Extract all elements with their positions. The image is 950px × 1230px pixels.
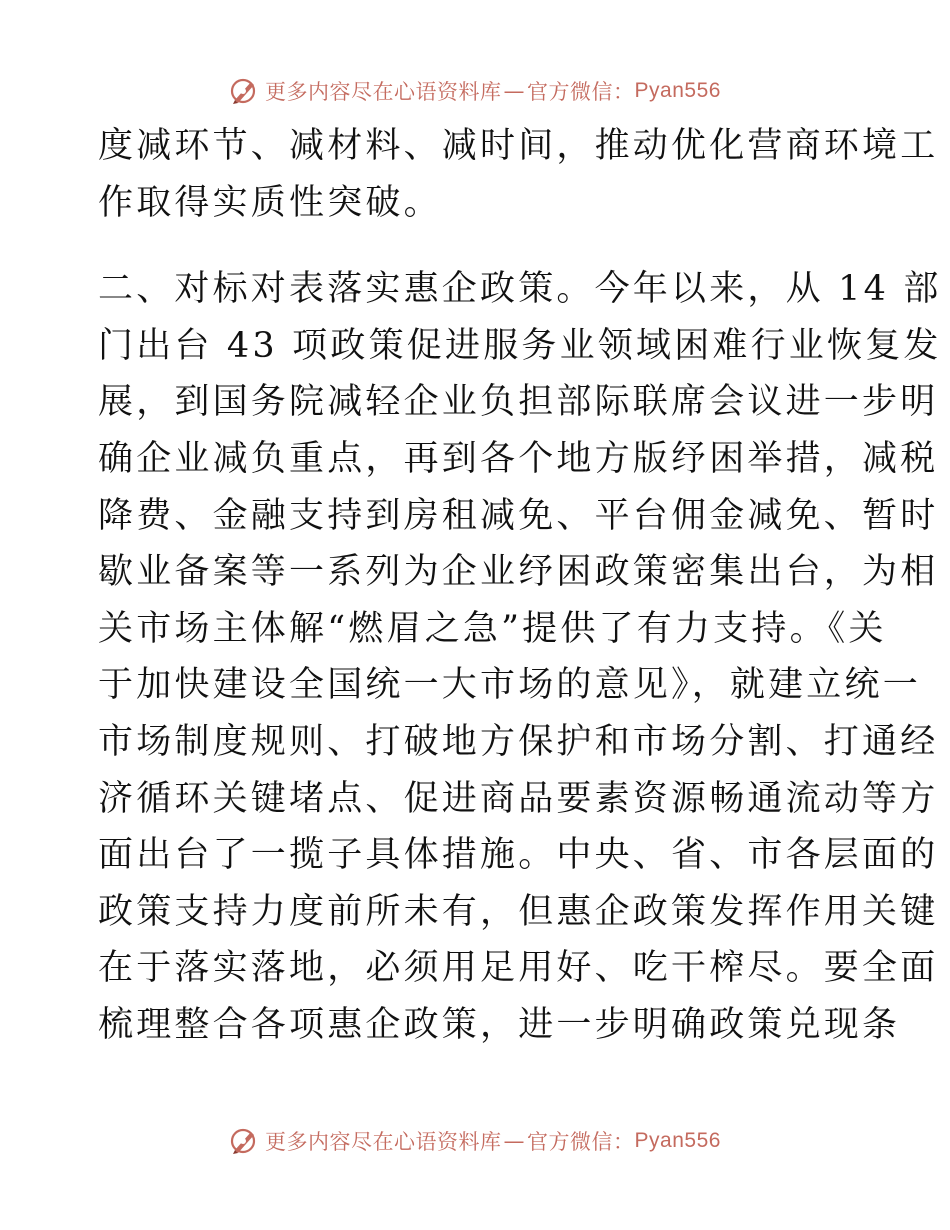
text-line: 政策支持力度前所未有，但惠企政策发挥作用关键 xyxy=(98,891,939,932)
watermark-text: 更多内容尽在心语资料库 xyxy=(265,80,502,104)
paragraph xyxy=(98,118,939,231)
watermark-id: Pyan556 xyxy=(634,1129,721,1152)
watermark-label: 官方微信： xyxy=(527,1130,635,1154)
watermark-text: 更多内容尽在心语资料库 xyxy=(265,1130,502,1154)
text-line: 作取得实质性突破。 xyxy=(98,182,442,223)
watermark-id: Pyan556 xyxy=(634,79,721,102)
text-line: 确企业减负重点，再到各个地方版纾困举措，减税 xyxy=(98,438,939,479)
watermark-dash: — xyxy=(503,1129,526,1153)
pen-logo-icon xyxy=(229,1126,259,1156)
text-line: 于加快建设全国统一大市场的意见》，就建立统一 xyxy=(98,665,921,706)
text-line: 面出台了一揽子具体措施。中央、省、市各层面的 xyxy=(98,835,939,876)
text-line: 济循环关键堵点、促进商品要素资源畅通流动等方 xyxy=(98,778,939,819)
text-line: 市场制度规则、打破地方保护和市场分割、打通经 xyxy=(98,721,939,762)
footer-watermark xyxy=(0,1124,950,1158)
text-line: 关市场主体解“燃眉之急”提供了有力支持。《关 xyxy=(98,608,887,649)
text-line: 二、对标对表落实惠企政策。今年以来，从 14 部 xyxy=(98,269,942,310)
watermark-dash: — xyxy=(503,79,526,103)
text-line: 度减环节、减材料、减时间，推动优化营商环境工 xyxy=(98,126,939,166)
text-line: 歇业备案等一系列为企业纾困政策密集出台，为相 xyxy=(98,552,939,593)
paragraph xyxy=(98,261,942,1053)
text-line: 降费、金融支持到房租减免、平台佣金减免、暂时 xyxy=(98,495,939,536)
text-line: 展，到国务院减轻企业负担部际联席会议进一步明 xyxy=(98,382,939,423)
paragraph-gap xyxy=(98,231,858,261)
header-watermark xyxy=(0,74,950,108)
watermark-label: 官方微信： xyxy=(527,80,635,104)
text-line: 在于落实落地，必须用足用好、吃干榨尽。要全面 xyxy=(98,948,939,989)
text-line: 梳理整合各项惠企政策，进一步明确政策兑现条 xyxy=(98,1004,901,1045)
body-text xyxy=(98,118,942,1054)
text-line: 门出台 43 项政策促进服务业领域困难行业恢复发 xyxy=(98,325,942,366)
pen-logo-icon xyxy=(229,76,259,106)
